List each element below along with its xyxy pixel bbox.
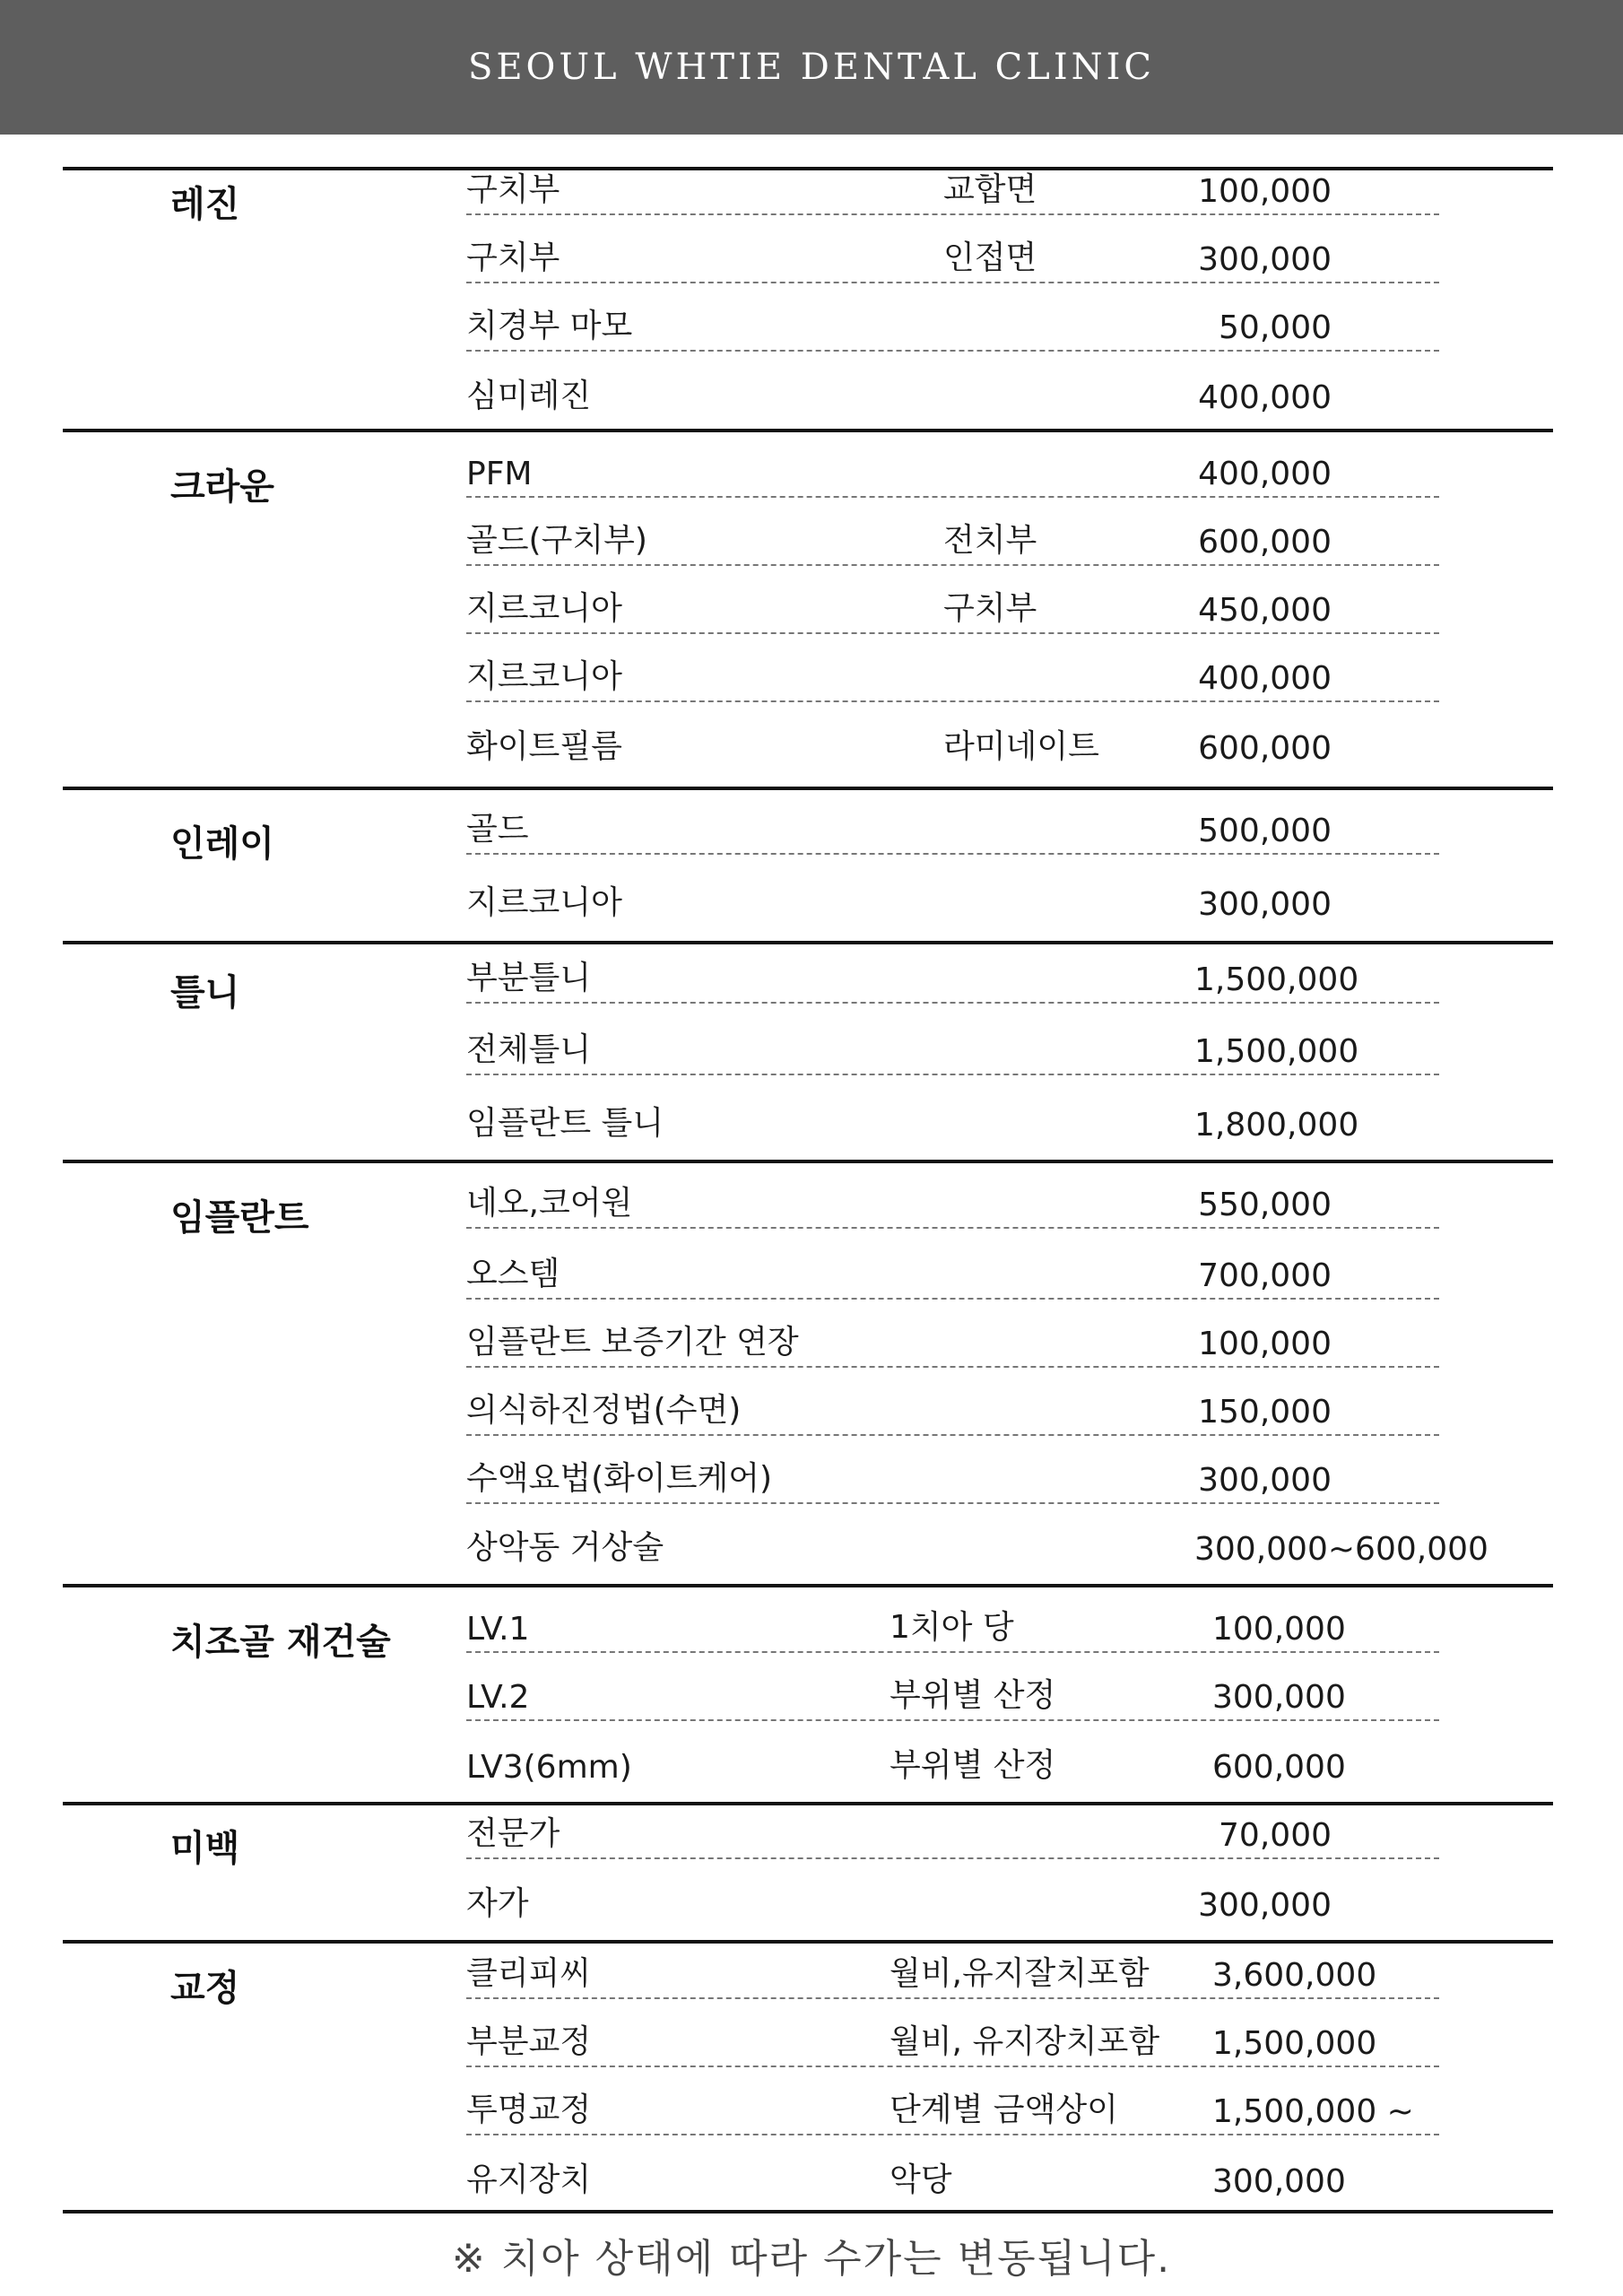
section-rows (466, 790, 1553, 926)
treatment-name: 임플란트 틀니 (466, 1105, 664, 1142)
section-rows (466, 1163, 1553, 1571)
treatment-price: 300,000 (1198, 241, 1332, 278)
treatment-name: LV.2 (466, 1679, 530, 1716)
price-row (466, 1075, 1439, 1147)
treatment-name: 유지장치 (466, 2161, 592, 2198)
treatment-note: 전치부 (943, 522, 1037, 559)
treatment-note: 월비, 유지장치포함 (890, 2023, 1160, 2060)
treatment-price: 1,500,000 (1194, 1033, 1359, 1070)
treatment-price: 300,000 (1212, 1679, 1346, 1716)
treatment-price: 100,000 (1212, 1611, 1346, 1648)
treatment-name: 구치부 (466, 239, 560, 276)
price-row (466, 1999, 1439, 2067)
treatment-name: 지르코니아 (466, 590, 622, 627)
treatment-name: 심미레진 (466, 378, 592, 414)
price-row (466, 1004, 1439, 1075)
price-row (466, 1436, 1439, 1504)
treatment-price: 500,000 (1198, 813, 1332, 849)
section-title: 크라운 (170, 466, 274, 508)
treatment-name: 투명교정 (466, 2092, 592, 2128)
section (63, 1940, 1553, 2234)
header-bar (0, 0, 1623, 135)
price-row (466, 1805, 1439, 1859)
section-title: 인레이 (170, 823, 274, 865)
treatment-price: 100,000 (1198, 173, 1332, 210)
treatment-note: 부위별 산정 (890, 1747, 1056, 1784)
price-row (466, 1229, 1439, 1300)
treatment-price: 1,800,000 (1194, 1107, 1359, 1144)
price-row (466, 2135, 1439, 2204)
treatment-price: 400,000 (1198, 660, 1332, 697)
price-row (466, 1504, 1488, 1571)
price-row (466, 1300, 1439, 1368)
price-row (466, 944, 1439, 1004)
treatment-name: LV.1 (466, 1611, 530, 1648)
price-row (466, 855, 1439, 926)
treatment-name: 의식하진정법(수면) (466, 1392, 742, 1429)
footer-note: ※ 치아 상태에 따라 수가는 변동됩니다. (451, 2236, 1172, 2282)
section-title: 레진 (170, 184, 240, 225)
treatment-name: 자가 (466, 1885, 529, 1922)
price-row (466, 566, 1439, 634)
price-row (466, 2067, 1439, 2135)
section-rows (466, 944, 1553, 1147)
treatment-price: 100,000 (1198, 1326, 1332, 1362)
treatment-price: 1,500,000 (1212, 2025, 1377, 2062)
section-rows (466, 1805, 1553, 1927)
price-row (466, 1859, 1439, 1927)
treatment-name: 치경부 마모 (466, 308, 633, 344)
treatment-note: 인접면 (943, 239, 1037, 276)
section (63, 787, 1553, 941)
price-row (466, 1163, 1439, 1229)
treatment-price: 1,500,000 (1194, 961, 1359, 998)
treatment-price: 150,000 (1198, 1394, 1332, 1431)
treatment-price: 450,000 (1198, 592, 1332, 629)
price-row (466, 790, 1439, 855)
treatment-price: 400,000 (1198, 379, 1332, 416)
section-title: 미백 (170, 1828, 240, 1869)
price-row (466, 352, 1439, 420)
section-rows (466, 1587, 1553, 1789)
price-row (466, 1944, 1439, 1999)
section (63, 1160, 1553, 1584)
treatment-name: 골드(구치부) (466, 522, 647, 559)
treatment-name: 부분틀니 (466, 960, 592, 996)
treatment-price: 600,000 (1198, 730, 1332, 767)
treatment-price: 70,000 (1219, 1817, 1332, 1854)
treatment-name: LV3(6mm) (466, 1749, 632, 1786)
treatment-price: 50,000 (1219, 309, 1332, 346)
price-table (63, 167, 1553, 2234)
section-title: 틀니 (170, 972, 240, 1013)
treatment-price: 550,000 (1198, 1187, 1332, 1223)
bottom-rule (63, 2210, 1553, 2213)
treatment-note: 월비,유지잘치포함 (890, 1955, 1150, 1992)
treatment-price: 600,000 (1198, 524, 1332, 561)
price-row (466, 215, 1439, 283)
treatment-note: 구치부 (943, 590, 1037, 627)
treatment-name: 수액요법(화이트케어) (466, 1460, 773, 1497)
treatment-price: 300,000 (1198, 1887, 1332, 1924)
section-rows (466, 1944, 1553, 2204)
treatment-price: 3,600,000 (1212, 1957, 1377, 1994)
treatment-name: 전체틀니 (466, 1031, 592, 1068)
treatment-note: 단계별 금액상이 (890, 2092, 1118, 2128)
treatment-price: 300,000 (1212, 2163, 1346, 2200)
treatment-price: 300,000 (1198, 1462, 1332, 1499)
treatment-note: 교합면 (943, 171, 1037, 208)
treatment-name: 지르코니아 (466, 884, 622, 921)
section (63, 429, 1553, 787)
treatment-note: 1치아 당 (890, 1609, 1014, 1646)
treatment-price: 300,000~600,000 (1194, 1531, 1488, 1568)
section-title: 치조골 재건술 (170, 1622, 391, 1663)
section (63, 1584, 1553, 1802)
treatment-name: 네오,코어원 (466, 1185, 633, 1222)
section (63, 1802, 1553, 1940)
section-title: 임플란트 (170, 1197, 309, 1239)
treatment-note: 라미네이트 (943, 728, 1099, 765)
section-rows (466, 170, 1553, 420)
treatment-price: 600,000 (1212, 1749, 1346, 1786)
treatment-name: 골드 (466, 811, 529, 848)
price-row (466, 432, 1439, 498)
treatment-price: 400,000 (1198, 456, 1332, 492)
treatment-name: PFM (466, 456, 533, 492)
treatment-price: 300,000 (1198, 886, 1332, 923)
section-rows (466, 432, 1553, 770)
treatment-name: 부분교정 (466, 2023, 592, 2060)
treatment-name: 상악동 거상술 (466, 1529, 664, 1566)
treatment-name: 구치부 (466, 171, 560, 208)
price-row (466, 1368, 1439, 1436)
treatment-price: 700,000 (1198, 1257, 1332, 1294)
treatment-price: 1,500,000 ~ (1212, 2093, 1414, 2130)
treatment-name: 화이트필름 (466, 728, 622, 765)
section-title: 교정 (170, 1968, 240, 2009)
price-row (466, 634, 1439, 702)
clinic-title: SEOUL WHTIE DENTAL CLINIC (467, 47, 1156, 88)
treatment-name: 임플란트 보증기간 연장 (466, 1324, 799, 1361)
price-row (466, 702, 1439, 770)
price-row (466, 1653, 1439, 1721)
price-row (466, 283, 1439, 352)
price-row (466, 1587, 1439, 1653)
price-row (466, 498, 1439, 566)
treatment-note: 부위별 산정 (890, 1677, 1056, 1714)
price-row (466, 170, 1439, 215)
treatment-note: 악당 (890, 2161, 952, 2198)
section (63, 941, 1553, 1160)
section (63, 167, 1553, 429)
treatment-name: 클리피씨 (466, 1955, 592, 1992)
price-row (466, 1721, 1439, 1789)
treatment-name: 오스템 (466, 1256, 560, 1292)
treatment-name: 지르코니아 (466, 658, 622, 695)
treatment-name: 전문가 (466, 1815, 560, 1852)
